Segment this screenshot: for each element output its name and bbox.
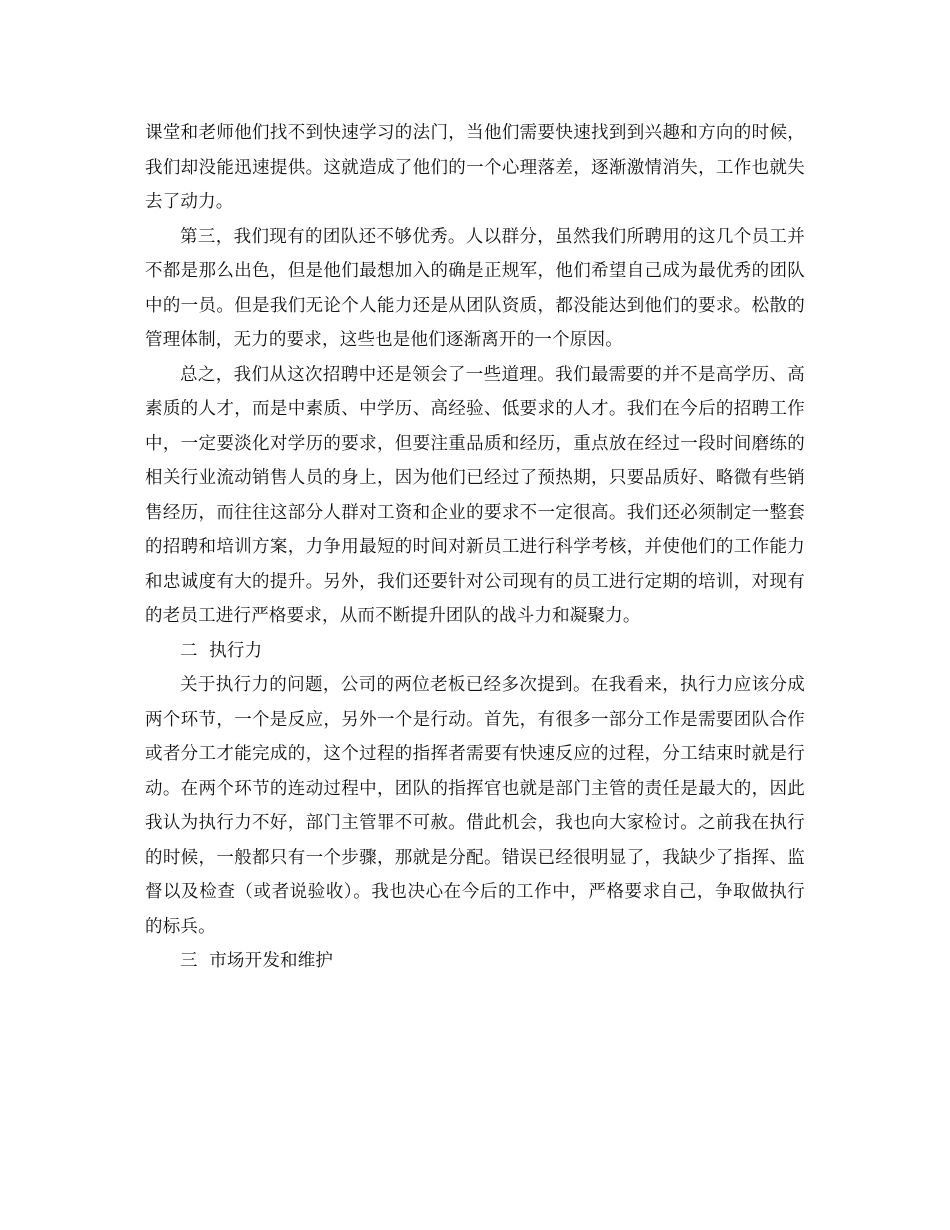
- document-body: [145, 116, 805, 979]
- paragraph-continuation: 课堂和老师他们找不到快速学习的法门，当他们需要快速找到到兴趣和方向的时候，我们却没能迅速提供。这就造成了他们的一个心理落差，逐渐激情消失，工作也就失去了动力。: [145, 123, 805, 212]
- paragraph-execution: 关于执行力的问题，公司的两位老板已经多次提到。在我看来，执行力应该分成两个环节，一个是反应，另外一个是行动。首先，有很多一部分工作是需要团队合作或者分工才能完成的，这个过程的指挥者需要有快速反应的过程，分工结束时就是行动。在两个环节的连动过程中，团队的指挥官也就是部门主管的责任是最大的，因此我认为执行力不好，部门主管罪不可赦。借此机会，我也向大家检讨。之前我在执行的时候，一般都只有一个步骤，那就是分配。错误已经很明显了，我缺少了指挥、监督以及检查（或者说验收）。我也决心在今后的工作中，严格要求自己，争取做执行的标兵。: [145, 675, 805, 937]
- paragraph-recruitment-summary: 总之，我们从这次招聘中还是领会了一些道理。我们最需要的并不是高学历、高素质的人才，而是中素质、中学历、高经验、低要求的人才。我们在今后的招聘工作中，一定要淡化对学历的要求，但要注重品质和经历，重点放在经过一段时间磨练的相关行业流动销售人员的身上，因为他们已经过了预热期，只要品质好、略微有些销售经历，而往往这部分人群对工资和企业的要求不一定很高。我们还必须制定一整套的招聘和培训方案，力争用最短的时间对新员工进行科学考核，并使他们的工作能力和忠诚度有大的提升。另外，我们还要针对公司现有的员工进行定期的培训，对现有的老员工进行严格要求，从而不断提升团队的战斗力和凝聚力。: [145, 364, 805, 626]
- paragraph-team-quality: 第三，我们现有的团队还不够优秀。人以群分，虽然我们所聘用的这几个员工并不都是那么出色，但是他们最想加入的确是正规军，他们希望自己成为最优秀的团队中的一员。但是我们无论个人能力还是从团队资质，都没能达到他们的要求。松散的管理体制，无力的要求，这些也是他们逐渐离开的一个原因。: [145, 226, 805, 350]
- section-heading-execution: 二 执行力: [180, 640, 263, 661]
- section-heading-market: 三 市场开发和维护: [180, 951, 334, 971]
